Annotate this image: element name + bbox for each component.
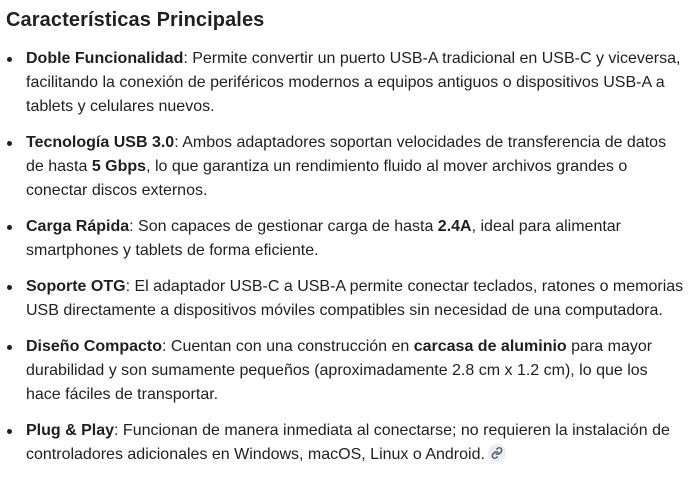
feature-text: Son capaces de gestionar carga de hasta — [138, 218, 438, 235]
feature-title: Doble Funcionalidad — [26, 50, 184, 67]
feature-text: El adaptador USB-C a USB-A permite conectar teclados, ratones o memorias USB directamente a dispositivos móviles compatibles sin necesidad de una computadora. — [26, 278, 684, 319]
feature-title: Carga Rápida — [26, 218, 130, 235]
feature-text: Ambos adaptadores soportan velocidades de transferencia de datos de hasta — [26, 134, 667, 175]
list-item-tecnologia-usb — [6, 131, 686, 203]
list-item-carga-rapida — [6, 215, 686, 263]
list-item-soporte-otg — [6, 275, 686, 323]
list-item-plug-and-play — [6, 419, 686, 467]
feature-title: Soporte OTG — [26, 278, 126, 295]
feature-text: , lo que garantiza un rendimiento fluido al mover archivos grandes o conectar discos externos. — [26, 158, 628, 199]
feature-separator: : — [162, 338, 171, 355]
feature-title: Tecnología USB 3.0 — [26, 134, 175, 151]
feature-text: Cuentan con una construcción en — [170, 338, 414, 355]
feature-text: para mayor durabilidad y son sumamente pequeños (aproximadamente 2.8 cm x 1.2 cm), lo que los hace fáciles de transportar. — [26, 338, 653, 403]
feature-emphasis: carcasa de aluminio — [413, 338, 567, 355]
section-heading: Características Principales — [6, 9, 265, 31]
feature-separator: : — [183, 50, 193, 67]
feature-emphasis: 5 Gbps — [91, 158, 147, 175]
feature-text: Funcionan de manera inmediata al conectarse; no requieren la instalación de controladores adicionales en Windows, macOS, Linux o Android. — [26, 422, 670, 463]
source-link-button[interactable] — [488, 444, 506, 462]
feature-text: , ideal para alimentar smartphones y tablets de forma eficiente. — [26, 218, 622, 259]
response-content — [6, 6, 686, 479]
feature-separator: : — [114, 422, 123, 439]
feature-title: Diseño Compacto — [26, 338, 163, 355]
feature-separator: : — [129, 218, 139, 235]
feature-separator: : — [125, 278, 135, 295]
feature-text: Permite convertir un puerto USB-A tradicional en USB-C y viceversa, facilitando la conexión de periféricos modernos a equipos antiguos o dispositivos USB-A a tablets y celulares nuevos. — [26, 50, 681, 115]
list-item-doble-funcionalidad — [6, 47, 686, 119]
list-item-diseno-compacto — [6, 335, 686, 407]
features-list — [6, 47, 686, 467]
link-icon — [491, 447, 503, 459]
feature-emphasis: 2.4A — [437, 218, 472, 235]
feature-separator: : — [174, 134, 183, 151]
feature-title: Plug & Play — [26, 422, 115, 439]
